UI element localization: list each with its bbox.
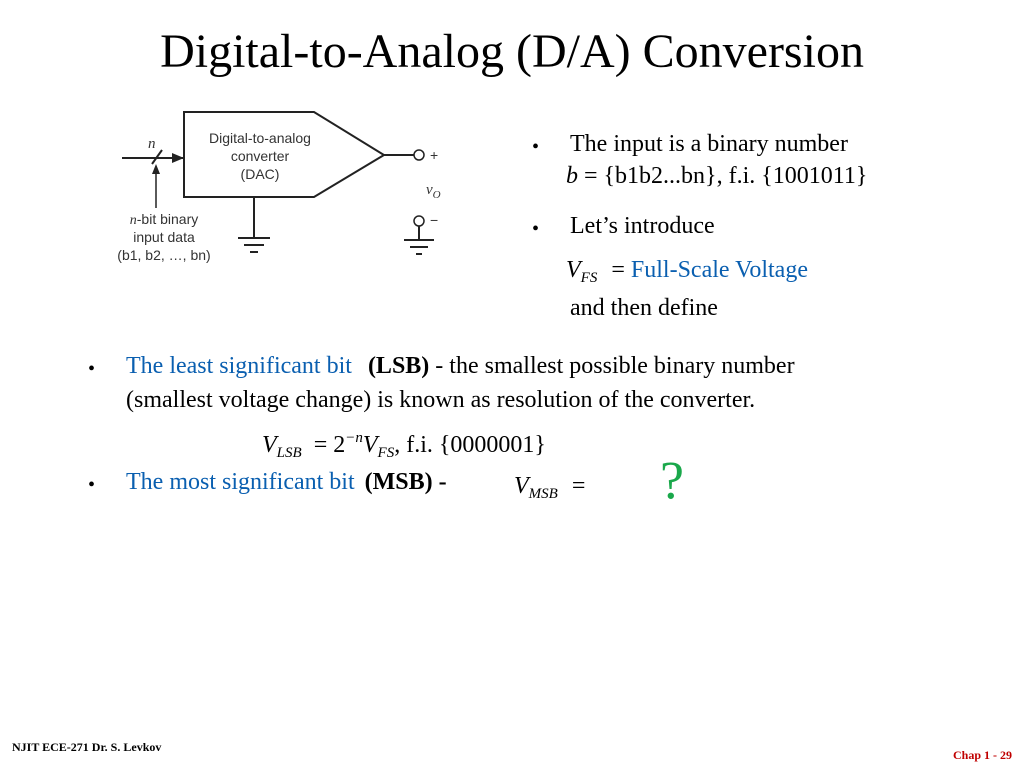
bullet-dot: • [532,218,540,240]
vo-label: $v_O$ [426,182,441,201]
bullet-dot: • [88,474,96,496]
full-scale-voltage-def: $V_{FS}$ = Full-Scale Voltage [566,257,808,286]
msb-term: The most significant bit [126,469,355,495]
right-bullet-2-text: Let’s introduce [570,213,715,239]
input-caption-line3: (b1, b2, …, bn) [117,247,211,263]
block-label-line3: (DAC) [240,166,280,182]
question-mark: ? [660,450,684,510]
lsb-rest: - the smallest possible binary number [429,353,795,379]
output-terminal-minus [414,216,424,226]
msb-formula: $V_{MSB}$ = [514,473,586,502]
output-terminal-plus [414,150,424,160]
bullet-dot: • [88,358,96,380]
bullet-dot: • [532,136,540,158]
minus-sign: − [430,212,439,228]
lsb-term: The least significant bit [126,353,352,379]
block-label-line2: converter [230,148,290,164]
input-caption-line1: n-bit binary [129,211,199,228]
lsb-formula: $V_{LSB} = 2^{-n}V_{FS}$, f.i. {0000001} [262,430,546,461]
n-label: n [148,136,156,152]
lsb-line1 [126,350,795,382]
and-then-define-text: and then define [570,295,718,321]
plus-sign: + [430,147,439,163]
dac-diagram [108,108,453,273]
msb-abbr: (MSB) - [364,469,447,495]
block-label-line1: Digital-to-analog [209,130,311,146]
msb-line [126,466,447,498]
footer-course-info: NJIT ECE-271 Dr. S. Levkov [12,740,162,754]
input-caption-line2: input data [133,229,195,245]
binary-number-formula: b = {b1b2...bn}, f.i. {1001011} [566,163,868,189]
lsb-line2: (smallest voltage change) is known as resolution of the converter. [126,387,756,413]
lsb-abbr: (LSB) [367,353,430,379]
slide-title: Digital-to-Analog (D/A) Conversion [160,25,864,78]
right-bullet-1-text: The input is a binary number [570,131,848,157]
footer-page-number: Chap 1 - 29 [952,748,1012,762]
